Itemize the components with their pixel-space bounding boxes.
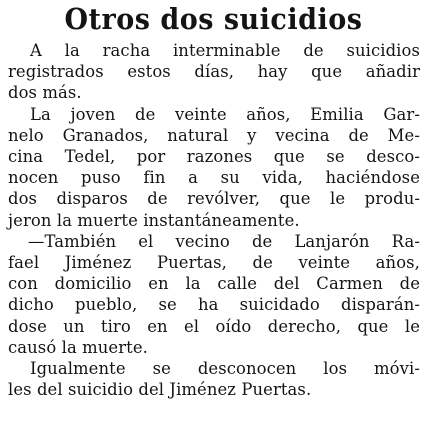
paragraph-2-line-4: nocen puso fin a su vida, haciéndose [8,168,420,188]
paragraph-4-line-2: les del suicidio del Jiménez Puertas. [8,380,312,400]
paragraph-2-line-2: nelo Granados, natural y vecina de Me- [8,125,420,145]
article-body [8,40,420,400]
paragraph-4-line-1: Igualmente se desconocen los móvi- [30,359,420,379]
paragraph-2-line-5: dos disparos de revólver, que le produ- [8,189,420,209]
paragraph-2-line-6: jeron la muerte instantáneamente. [8,210,300,230]
paragraph-3-line-3: con domicilio en la calle del Carmen de [8,274,420,294]
paragraph-1-line-1: A la racha interminable de suicidios [30,41,420,60]
paragraph-3-line-1: —También el vecino de Lanjarón Ra- [28,231,420,251]
paragraph-2-line-3: cina Tedel, por razones que se desco- [8,147,420,167]
article-headline: Otros dos suicidios [64,3,363,37]
cropped-next-line-fragment [200,418,300,425]
paragraph-3-line-4: dicho pueblo, se ha suicidado disparán- [8,295,420,315]
paragraph-3-line-2: fael Jiménez Puertas, de veinte años, [8,253,420,273]
paragraph-3-line-6: causó la muerte. [8,337,148,357]
paragraph-1-line-2: registrados estos días, hay que añadir [8,62,420,82]
paragraph-2-line-1: La joven de veinte años, Emilia Gar- [30,104,420,124]
paragraph-3-line-5: dose un tiro en el oído derecho, que le [8,316,420,336]
paragraph-1-line-3: dos más. [8,83,82,103]
